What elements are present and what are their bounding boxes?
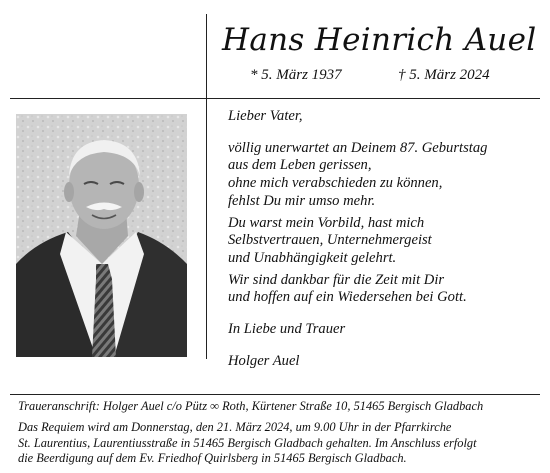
poem-line: und hoffen auf ein Wiedersehen bei Gott. xyxy=(228,289,467,306)
requiem-line: Das Requiem wird am Donnerstag, den 21. März 2024, um 9.00 Uhr in der Pfarrkirche xyxy=(18,420,452,434)
footer-divider xyxy=(10,394,540,395)
portrait-photo xyxy=(16,114,187,357)
poem-closing: In Liebe und Trauer xyxy=(228,321,346,338)
poem-line: und Unabhängigkeit gelehrt. xyxy=(228,249,397,266)
birth-date: * 5. März 1937 xyxy=(250,67,342,83)
requiem-line: St. Laurentius, Laurentiusstraße in 51465 Bergisch Gladbach gehalten. Im Anschluss erfolgt xyxy=(18,435,477,450)
poem-line: völlig unerwartet an Deinem 87. Geburtstag xyxy=(228,139,488,156)
poem-greeting: Lieber Vater, xyxy=(228,108,303,124)
poem-line: aus dem Leben gerissen, xyxy=(228,157,372,174)
poem-line: ohne mich verabschieden zu können, xyxy=(228,175,443,192)
poem-line: Wir sind dankbar für die Zeit mit Dir xyxy=(228,271,445,288)
poem-text xyxy=(228,108,543,370)
requiem-notice xyxy=(18,420,538,467)
poem-line: fehlst Du mir umso mehr. xyxy=(228,192,376,209)
death-date: † 5. März 2024 xyxy=(398,67,490,83)
deceased-name: Hans Heinrich Auel xyxy=(222,22,537,58)
poem-line: Du warst mein Vorbild, hast mich xyxy=(228,214,425,231)
mourning-address: Traueranschrift: Holger Auel c/o Pütz ∞ Roth, Kürtener Straße 10, 51465 Bergisch Gladbach xyxy=(18,399,484,413)
portrait-illustration xyxy=(16,114,187,357)
poem-line: Selbstvertrauen, Unternehmergeist xyxy=(228,232,432,249)
requiem-line: die Beerdigung auf dem Ev. Friedhof Quirlsberg in 51465 Bergisch Gladbach. xyxy=(18,451,407,466)
vertical-divider xyxy=(206,14,207,359)
signature: Holger Auel xyxy=(228,352,300,369)
header-divider xyxy=(10,98,540,99)
